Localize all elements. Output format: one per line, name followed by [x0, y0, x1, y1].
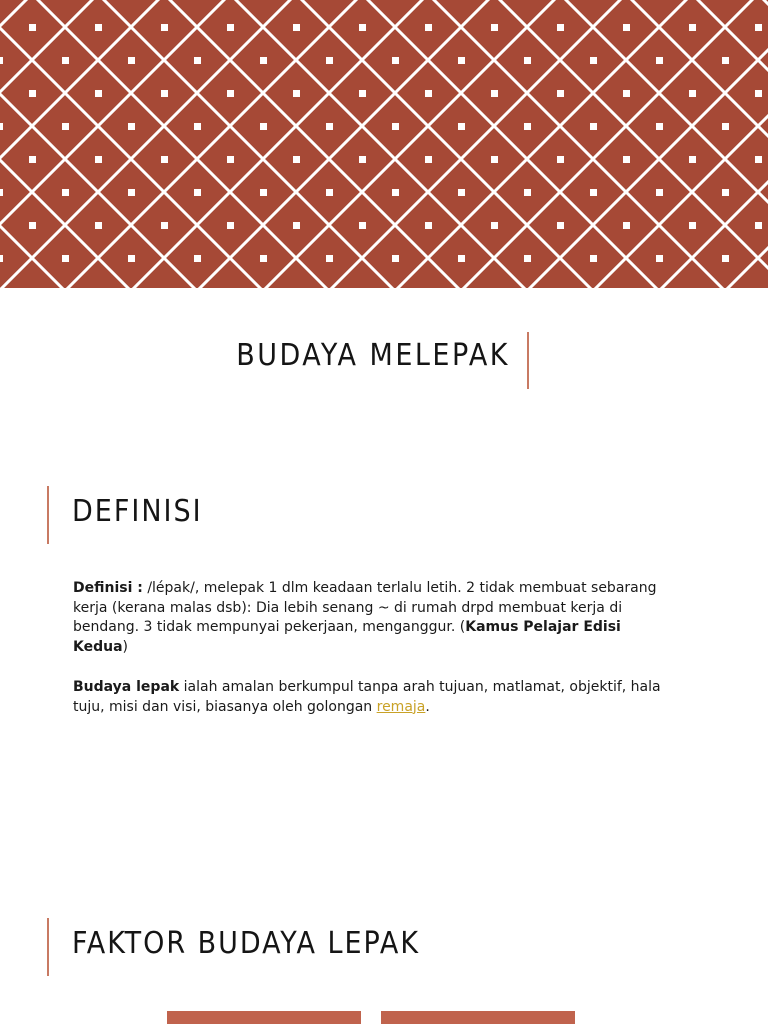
definition-tail: )	[122, 638, 129, 655]
title-section	[0, 332, 768, 390]
budaya-lepak-paragraph	[73, 678, 673, 717]
faktor-card-2	[381, 1011, 575, 1024]
definition-paragraph	[73, 579, 673, 657]
definition-source: Kamus Pelajar Edisi Kedua	[73, 619, 621, 655]
slide-title: BUDAYA MELEPAK	[236, 338, 510, 373]
budaya-lepak-text: ialah amalan berkumpul tanpa arah tujuan, matlamat, objektif, hala tuju, misi dan visi, biasanya oleh golongan	[73, 679, 661, 715]
definition-text: /lépak/, melepak 1 dlm keadaan terlalu letih. 2 tidak membuat sebarang kerja (kerana malas dsb): Dia lebih senang ~ di rumah drpd membuat kerja di bendang. 3 tidak mempunyai pekerjaan, menganggur. (	[73, 580, 657, 635]
section-heading-faktor: FAKTOR BUDAYA LEPAK	[72, 926, 421, 961]
budaya-lepak-tail: .	[425, 698, 430, 715]
remaja-link[interactable]: remaja	[376, 698, 426, 715]
definisi-accent-bar	[47, 486, 49, 544]
pattern-banner	[0, 0, 768, 288]
faktor-card-1	[167, 1011, 361, 1024]
budaya-lepak-lead: Budaya lepak	[73, 679, 180, 695]
diamond-pattern-graphic	[0, 0, 768, 288]
faktor-accent-bar	[47, 918, 49, 976]
title-accent-bar	[527, 332, 529, 389]
definition-lead: Definisi :	[73, 580, 143, 596]
section-heading-definisi: DEFINISI	[72, 494, 203, 529]
